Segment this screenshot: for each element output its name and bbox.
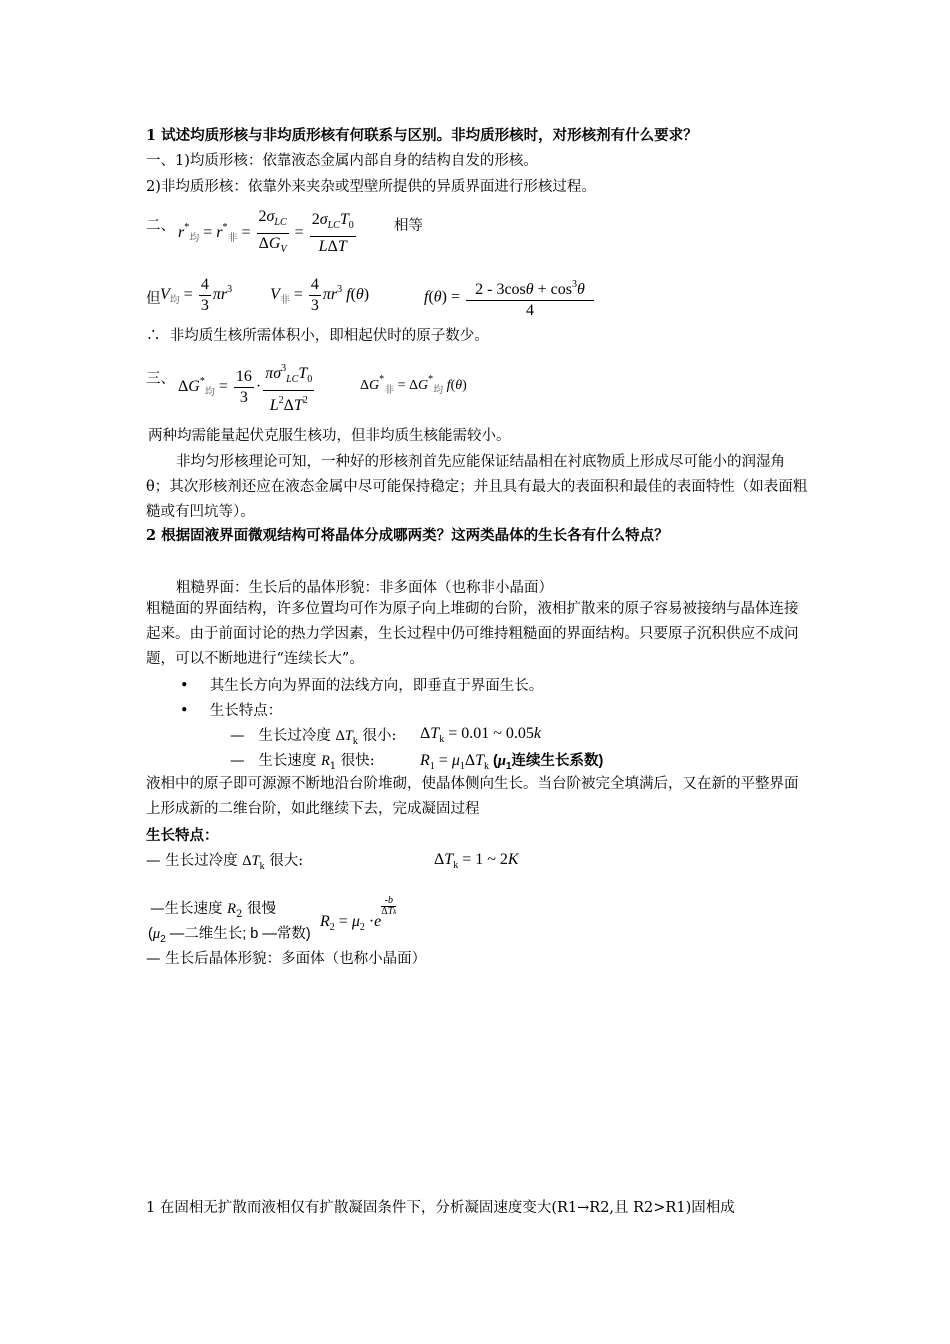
smooth-morphology-text: — 生长后晶体形貌：多面体（也称小晶面） <box>146 951 427 967</box>
smooth-speed-formula: $R_2 = \mu_2 \cdot e$ -b ΔTk <box>320 895 397 933</box>
smooth-interface-paragraph: 液相中的原子即可源源不断地沿台阶堆砌，使晶体侧向生长。当台阶被完全填满后，又在新的平整界面上形成新的二维台阶，如此继续下去，完成凝固过程 <box>146 776 799 817</box>
therefore-line <box>146 326 489 346</box>
heterogeneous-nucleation-text: 2)非均质形核：依靠外来夹杂或型壁所提供的异质界面进行形核过程。 <box>146 179 596 195</box>
rough-interface-paragraph: 粗糙面的界面结构，许多位置均可作为原子向上堆砌的台阶，液相扩散来的原子容易被接纳与晶体连接起来。由于前面讨论的热力学因素，生长过程中仍可维持粗糙面的界面结构。只要原子沉积供应不成问题，可以不断地进行“连续长大”。 <box>146 601 799 667</box>
nucleation-work-formula: $\Delta G^*_均$ = $\frac{16}{3}$ · $\frac{\pi\sigma^3_{LC}T_0}{L^2\Delta T^2}$ <box>178 360 316 415</box>
smooth-undercooling-line: — 生长过冷度 $\Delta T_k$ 很大: <box>146 853 304 872</box>
section-3-prefix: 三、 <box>146 371 175 387</box>
smooth-speed-line: —生长速度 $R_2$ 很慢 <box>150 901 276 920</box>
f-theta-formula: f(θ) = $\frac{2 - 3\cos\theta + \cos^3\theta}{4}$ <box>424 276 596 320</box>
therefore-text: 非均质生核所需体积小，即相起伏时的原子数少。 <box>169 328 489 344</box>
two-d-growth-note: ($\mu_2$ —二维生长; b —常数) <box>148 926 311 945</box>
but-prefix: 但 <box>146 291 161 307</box>
section-2-prefix: 二、 <box>146 218 175 234</box>
smooth-undercooling-formula: $\Delta T_k = 1$ ~ 2K <box>434 851 519 871</box>
rough-undercooling-line: — 生长过冷度 $\Delta T_k$ 很小: <box>230 728 397 747</box>
bullet-1: • 其生长方向为界面的法线方向，即垂直于界面生长。 <box>180 678 544 694</box>
rough-speed-line: — 生长速度 $R_1$ 很快: <box>230 753 375 772</box>
critical-radius-formula: $r^*_均 = r^*_非$ = $\frac{2\sigma_{LC}}{\Delta G_V}$ = $\frac{2\sigma_{LC}T_0}{\text{LΔT}}$ <box>178 208 354 255</box>
rough-undercooling-formula: $\Delta T_k = 0.01$ ~ 0.05k <box>420 725 541 745</box>
energy-fluctuation-text: 两种均需能量起伏克服生核功，但非均质生核能需较小。 <box>148 428 511 444</box>
volume-formula: $V_均$ = $\frac{4}{3}$ $\pi r^3$ $V_非$ = $\frac{4}{3}$ $\pi r^3$ f(θ) <box>160 276 370 314</box>
equal-text: 相等 <box>394 218 423 234</box>
hetero-work-formula: $\Delta G^*_非 = \Delta G^*_均$ f(θ) <box>360 374 467 396</box>
rough-interface-title: 粗糙界面：生长后的晶体形貌：非多面体（也称非小晶面） <box>176 580 553 596</box>
bullet-2: • 生长特点： <box>180 703 283 719</box>
homogeneous-nucleation-text: 一、1)均质形核：依靠液态金属内部自身的结构自发的形核。 <box>146 153 538 169</box>
rough-speed-formula: $R_1 = \mu_1\Delta T_k$ ($\mu_1$连续生长系数) <box>420 752 604 772</box>
therefore-symbol: ∴ <box>146 328 161 344</box>
question-1-title: 1 试述均质形核与非均质形核有何联系与区别。非均质形核时，对形核剂有什么要求？ <box>146 127 698 144</box>
question-3-title: 1 在固相无扩散而液相仅有扩散凝固条件下，分析凝固速度变大(R1→R2,且 R2>R1)固相成 <box>146 1200 735 1216</box>
question-2-title: 2 根据固液界面微观结构可将晶体分成哪两类？这两类晶体的生长各有什么特点？ <box>146 527 669 544</box>
nucleant-requirement-paragraph: 非均匀形核理论可知，一种好的形核剂首先应能保证结晶相在衬底物质上形成尽可能小的润湿角 θ；其次形核剂还应在液态金属中尽可能保持稳定；并且具有最大的表面积和最佳的表面特性（如表面粗糙或有凹坑等）。 <box>146 454 808 520</box>
smooth-growth-title: 生长特点： <box>146 827 219 844</box>
